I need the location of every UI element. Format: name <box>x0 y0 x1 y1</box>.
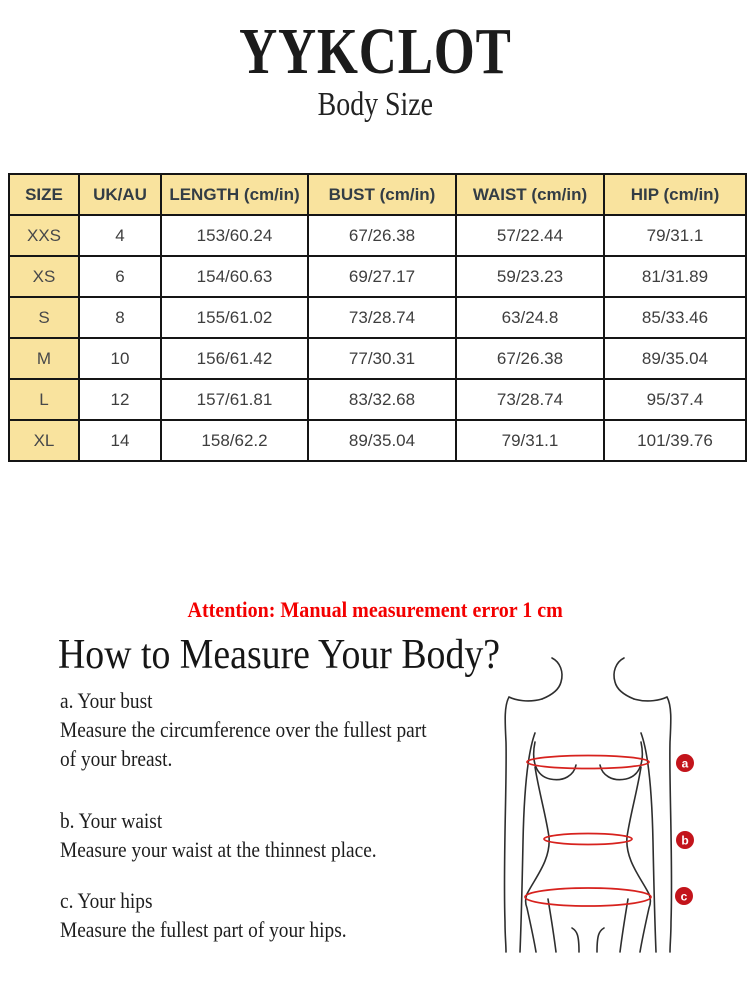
table-row <box>9 297 746 338</box>
size-cell: S <box>9 297 79 338</box>
marker-c-badge <box>675 887 693 905</box>
neck-left-line <box>542 658 562 699</box>
table-row <box>9 215 746 256</box>
value-cell: 156/61.42 <box>161 338 308 379</box>
size-chart-body <box>9 215 746 461</box>
crotch-right-line <box>597 928 604 952</box>
column-header: HIP (cm/in) <box>604 174 746 215</box>
size-cell: XXS <box>9 215 79 256</box>
value-cell: 101/39.76 <box>604 420 746 461</box>
breast-left-curve <box>534 742 576 780</box>
value-cell: 89/35.04 <box>308 420 456 461</box>
value-cell: 73/28.74 <box>456 379 604 420</box>
column-header: LENGTH (cm/in) <box>161 174 308 215</box>
value-cell: 158/62.2 <box>161 420 308 461</box>
inner-arm-right-line <box>641 733 656 952</box>
measure-item-bust <box>60 686 482 773</box>
size-cell: XS <box>9 256 79 297</box>
value-cell: 79/31.1 <box>604 215 746 256</box>
value-cell: 4 <box>79 215 161 256</box>
page-subtitle-text: Body Size <box>317 86 433 123</box>
measure-item-desc-line: of your breast. <box>60 746 173 771</box>
body-measurement-figure <box>478 640 698 970</box>
value-cell: 14 <box>79 420 161 461</box>
inner-thigh-right-line <box>620 899 628 952</box>
waist-measure-line <box>544 834 632 845</box>
bust-measure-line <box>527 756 649 769</box>
breast-right-curve <box>600 742 642 780</box>
column-header: UK/AU <box>79 174 161 215</box>
attention-note <box>0 599 750 621</box>
value-cell: 69/27.17 <box>308 256 456 297</box>
measure-item-label: c. Your hips <box>60 888 153 913</box>
table-row <box>9 420 746 461</box>
value-cell: 77/30.31 <box>308 338 456 379</box>
table-row <box>9 256 746 297</box>
inner-thigh-left-line <box>548 899 556 952</box>
table-row <box>9 338 746 379</box>
marker-a-label: a <box>681 756 689 771</box>
value-cell: 6 <box>79 256 161 297</box>
measure-item-desc-line: Measure the fullest part of your hips. <box>60 917 347 942</box>
marker-c-label: c <box>680 889 688 904</box>
howto-items <box>60 686 540 977</box>
column-header: WAIST (cm/in) <box>456 174 604 215</box>
brand-title-text: YYKCLOT <box>238 15 512 88</box>
size-chart-table <box>8 173 747 462</box>
howto-heading-text: How to Measure Your Body? <box>58 632 501 678</box>
hip-measure-line <box>525 888 651 906</box>
page-subtitle <box>0 88 750 122</box>
measure-item-hips <box>60 886 482 944</box>
measure-item-waist <box>60 806 482 864</box>
value-cell: 155/61.02 <box>161 297 308 338</box>
value-cell: 67/26.38 <box>308 215 456 256</box>
value-cell: 157/61.81 <box>161 379 308 420</box>
measure-item-desc-line: Measure your waist at the thinnest place. <box>60 837 377 862</box>
marker-b-label: b <box>681 833 689 848</box>
column-header: SIZE <box>9 174 79 215</box>
value-cell: 73/28.74 <box>308 297 456 338</box>
crotch-left-line <box>572 928 579 952</box>
column-header: BUST (cm/in) <box>308 174 456 215</box>
marker-b-badge <box>676 831 694 849</box>
size-chart-header-row <box>9 174 746 215</box>
marker-a-badge <box>676 754 694 772</box>
value-cell: 8 <box>79 297 161 338</box>
value-cell: 59/23.23 <box>456 256 604 297</box>
value-cell: 85/33.46 <box>604 297 746 338</box>
measure-item-desc-line: Measure the circumference over the fullest part <box>60 717 427 742</box>
value-cell: 57/22.44 <box>456 215 604 256</box>
neck-right-line <box>614 658 634 699</box>
value-cell: 95/37.4 <box>604 379 746 420</box>
body-outline <box>504 658 671 952</box>
size-cell: M <box>9 338 79 379</box>
size-cell: L <box>9 379 79 420</box>
value-cell: 63/24.8 <box>456 297 604 338</box>
value-cell: 79/31.1 <box>456 420 604 461</box>
value-cell: 153/60.24 <box>161 215 308 256</box>
value-cell: 67/26.38 <box>456 338 604 379</box>
brand-title <box>0 15 750 88</box>
measure-item-label: a. Your bust <box>60 688 153 713</box>
attention-note-text: Attention: Manual measurement error 1 cm <box>187 597 563 622</box>
table-row <box>9 379 746 420</box>
value-cell: 83/32.68 <box>308 379 456 420</box>
torso-left-line <box>526 767 550 952</box>
torso-right-line <box>627 767 651 952</box>
value-cell: 154/60.63 <box>161 256 308 297</box>
howto-heading <box>58 634 549 676</box>
value-cell: 10 <box>79 338 161 379</box>
inner-arm-left-line <box>520 733 535 952</box>
size-cell: XL <box>9 420 79 461</box>
measure-item-label: b. Your waist <box>60 808 163 833</box>
value-cell: 89/35.04 <box>604 338 746 379</box>
value-cell: 81/31.89 <box>604 256 746 297</box>
value-cell: 12 <box>79 379 161 420</box>
